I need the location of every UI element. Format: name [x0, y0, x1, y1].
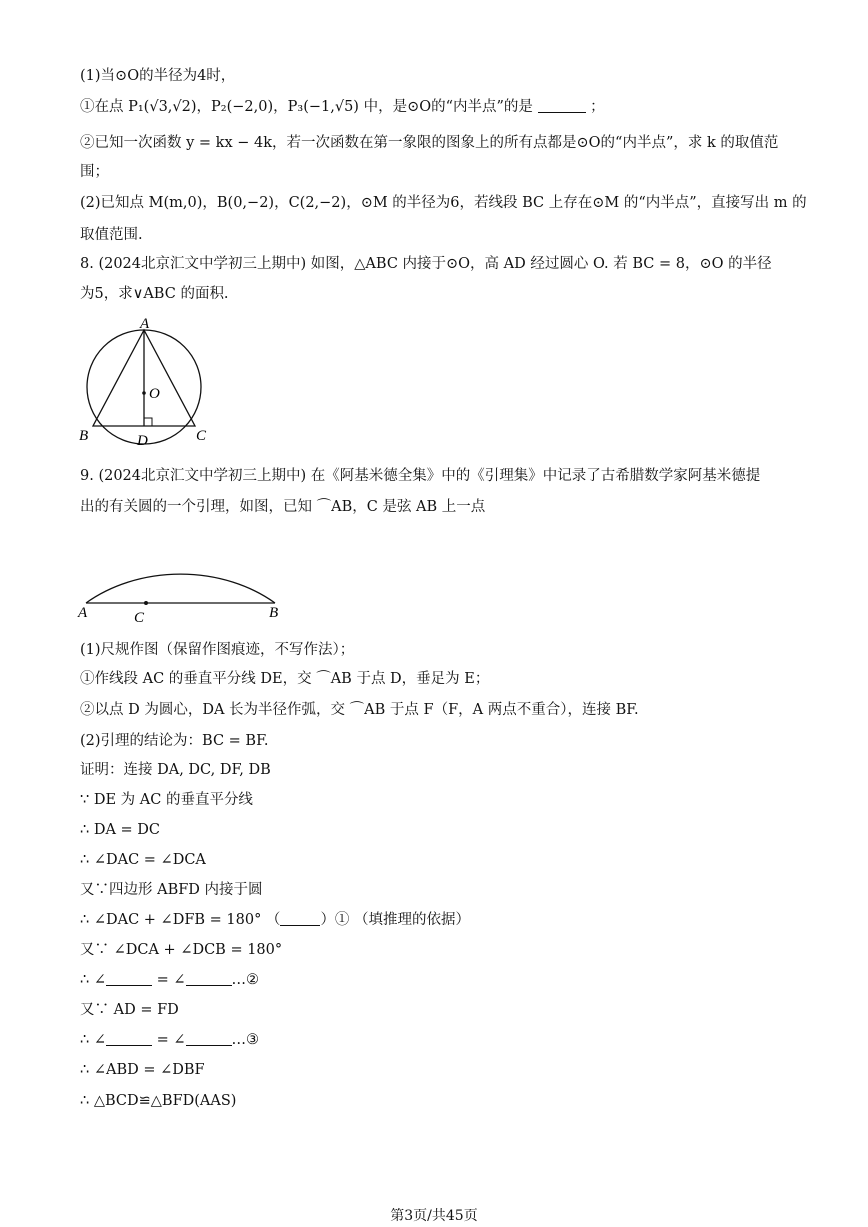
text-line: (1)当⊙O的半径为4时，	[80, 68, 236, 84]
answer-blank	[538, 98, 586, 113]
answer-blank	[186, 971, 232, 986]
text-line: ∵ DE 为 AC 的垂直平分线	[80, 792, 253, 808]
text-line: ∴ ∠DAC = ∠DCA	[80, 852, 206, 868]
text-line: ②已知一次函数 y = kx − 4k，若一次函数在第一象限的图象上的所有点都是⊙O的“内半点”，求 k 的取值范	[80, 135, 779, 151]
text-line: ∴ △BCD≌△BFD(AAS)	[80, 1093, 237, 1109]
text-line: ①作线段 AC 的垂直平分线 DE，交 ⌒AB 于点 D，垂足为 E；	[80, 671, 490, 687]
text-line: (2)引理的结论为：BC = BF.	[80, 733, 269, 749]
text-line: 取值范围.	[80, 227, 143, 243]
label-b: B	[269, 605, 279, 621]
right-angle-mark	[144, 418, 152, 426]
text-line: (2)已知点 M(m,0)，B(0,−2)，C(2,−2)，⊙M 的半径为6，若线段 BC 上存在⊙M 的“内半点”，直接写出 m 的	[80, 195, 807, 211]
question-9: 9. (2024北京汇文中学初三上期中) 在《阿基米德全集》中的《引理集》中记录了古希腊数学家阿基米德提	[80, 468, 761, 484]
center-point	[142, 391, 146, 395]
text-line: ∴ ∠ = ∠ …③	[80, 1032, 260, 1048]
label-c: C	[134, 610, 145, 626]
answer-blank	[106, 1031, 152, 1046]
label-a: A	[78, 605, 88, 621]
arc-ab	[86, 574, 275, 603]
question-8: 8. (2024北京汇文中学初三上期中) 如图，△ABC 内接于⊙O，高 AD 经过圆心 O. 若 BC = 8，⊙O 的半径	[80, 256, 772, 272]
text-line: 又∵ AD = FD	[80, 1002, 179, 1018]
label-c: C	[196, 428, 207, 444]
text-line: ∴ DA = DC	[80, 822, 161, 838]
arc-figure	[72, 528, 292, 628]
label-b: B	[79, 428, 89, 444]
text-line: ②以点 D 为圆心，DA 长为半径作弧，交 ⌒AB 于点 F（F，A 两点不重合），连接 BF.	[80, 702, 639, 718]
text-line: ∴ ∠DAC + ∠DFB = 180° （ ）① （填推理的依据）	[80, 912, 471, 928]
answer-blank	[106, 971, 152, 986]
text-line: 又∵ ∠DCA + ∠DCB = 180°	[80, 942, 283, 958]
label-d: D	[137, 433, 148, 449]
text-line: ∴ ∠ABD = ∠DBF	[80, 1062, 205, 1078]
answer-blank	[280, 911, 320, 926]
text-line: 又∵四边形 ABFD 内接于圆	[80, 882, 263, 898]
text-line: 为5，求∨ABC 的面积.	[80, 286, 229, 302]
answer-blank	[186, 1031, 232, 1046]
circle-triangle-figure	[72, 312, 222, 452]
label-a: A	[140, 316, 150, 332]
text-line: ①在点 P₁(√3,√2)，P₂(−2,0)，P₃(−1,√5) 中，是⊙O的“内半点”的是 ；	[80, 99, 605, 115]
page-footer: 第3页/共45页	[390, 1208, 478, 1224]
text-line: ∴ ∠ = ∠ …②	[80, 972, 260, 988]
text-line: 证明：连接 DA, DC, DF, DB	[80, 762, 271, 778]
label-o: O	[149, 386, 160, 402]
text-line: 围；	[80, 164, 109, 180]
point-c	[144, 601, 148, 605]
text-line: 出的有关圆的一个引理，如图，已知 ⌒AB，C 是弦 AB 上一点	[80, 499, 486, 515]
text-line: (1)尺规作图（保留作图痕迹，不写作法）；	[80, 642, 355, 658]
